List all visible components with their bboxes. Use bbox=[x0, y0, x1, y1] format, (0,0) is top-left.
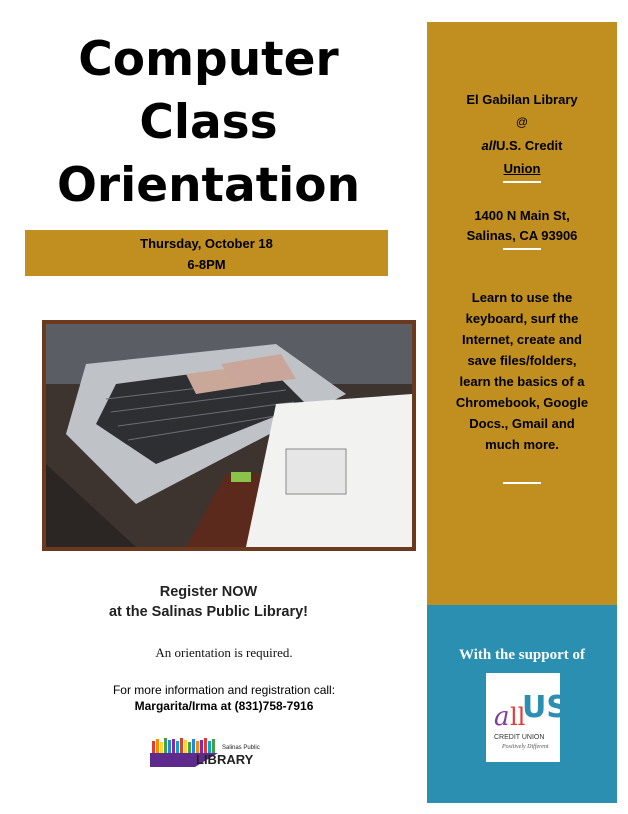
title-line-1: Computer bbox=[78, 32, 339, 87]
info-sidebar bbox=[427, 22, 617, 605]
laptop-photo bbox=[42, 320, 416, 551]
sponsor-panel bbox=[427, 605, 617, 803]
event-date: Thursday, October 18 bbox=[140, 236, 273, 251]
svg-text:ll: ll bbox=[510, 703, 526, 731]
contact-line-1: For more information and registration call: bbox=[112, 683, 336, 697]
description-line-7: Docs., Gmail and bbox=[469, 416, 575, 431]
title-line-2: Class bbox=[139, 95, 278, 150]
date-banner bbox=[25, 230, 388, 276]
poster-title bbox=[26, 28, 391, 217]
contact-phone: Margarita/Irma at (831)758-7916 bbox=[134, 699, 314, 713]
register-line-2: at the Salinas Public Library! bbox=[108, 604, 309, 620]
library-logo-big-text: LIBRARY bbox=[196, 752, 254, 767]
laptop-photo-illustration bbox=[46, 324, 412, 547]
credit-union-logo-line1: CREDIT UNION bbox=[494, 734, 545, 741]
description-line-4: save files/folders, bbox=[467, 353, 577, 368]
description-line-8: much more. bbox=[485, 437, 559, 452]
description-line-5: learn the basics of a bbox=[459, 374, 585, 389]
divider-1 bbox=[503, 181, 541, 183]
description-line-1: Learn to use the bbox=[471, 290, 573, 305]
divider-3 bbox=[503, 482, 541, 484]
description-line-2: keyboard, surf the bbox=[465, 311, 579, 326]
at-sign: @ bbox=[515, 115, 529, 129]
salinas-library-logo bbox=[150, 735, 270, 770]
credit-union-logo bbox=[486, 673, 568, 762]
divider-2 bbox=[503, 248, 541, 250]
address-line-2: Salinas, CA 93906 bbox=[466, 228, 578, 243]
library-logo-small-text: Salinas Public bbox=[222, 745, 260, 751]
event-time: 6-8PM bbox=[187, 257, 226, 272]
description-line-3: Internet, create and bbox=[462, 332, 582, 347]
register-line-1: Register NOW bbox=[159, 584, 258, 600]
description-line-6: Chromebook, Google bbox=[455, 395, 589, 410]
library-book-stripes bbox=[152, 738, 215, 753]
credit-union-logo-tagline: Positively Different bbox=[502, 744, 549, 750]
credit-union-line bbox=[427, 138, 617, 153]
library-name: El Gabilan Library bbox=[466, 92, 578, 107]
title-line-3: Orientation bbox=[56, 158, 361, 213]
credit-union-prefix: all bbox=[481, 138, 496, 153]
required-note: An orientation is required. bbox=[155, 645, 293, 660]
address-line-1: 1400 N Main St, bbox=[474, 208, 570, 223]
svg-text:US: US bbox=[522, 690, 568, 725]
register-callout bbox=[26, 582, 391, 622]
credit-union-last: Union bbox=[503, 161, 541, 176]
credit-union-name: U.S. Credit bbox=[496, 138, 563, 153]
contact-info bbox=[26, 682, 422, 714]
credit-union-logo-letters: a bbox=[494, 702, 510, 732]
support-heading: With the support of bbox=[459, 647, 585, 663]
